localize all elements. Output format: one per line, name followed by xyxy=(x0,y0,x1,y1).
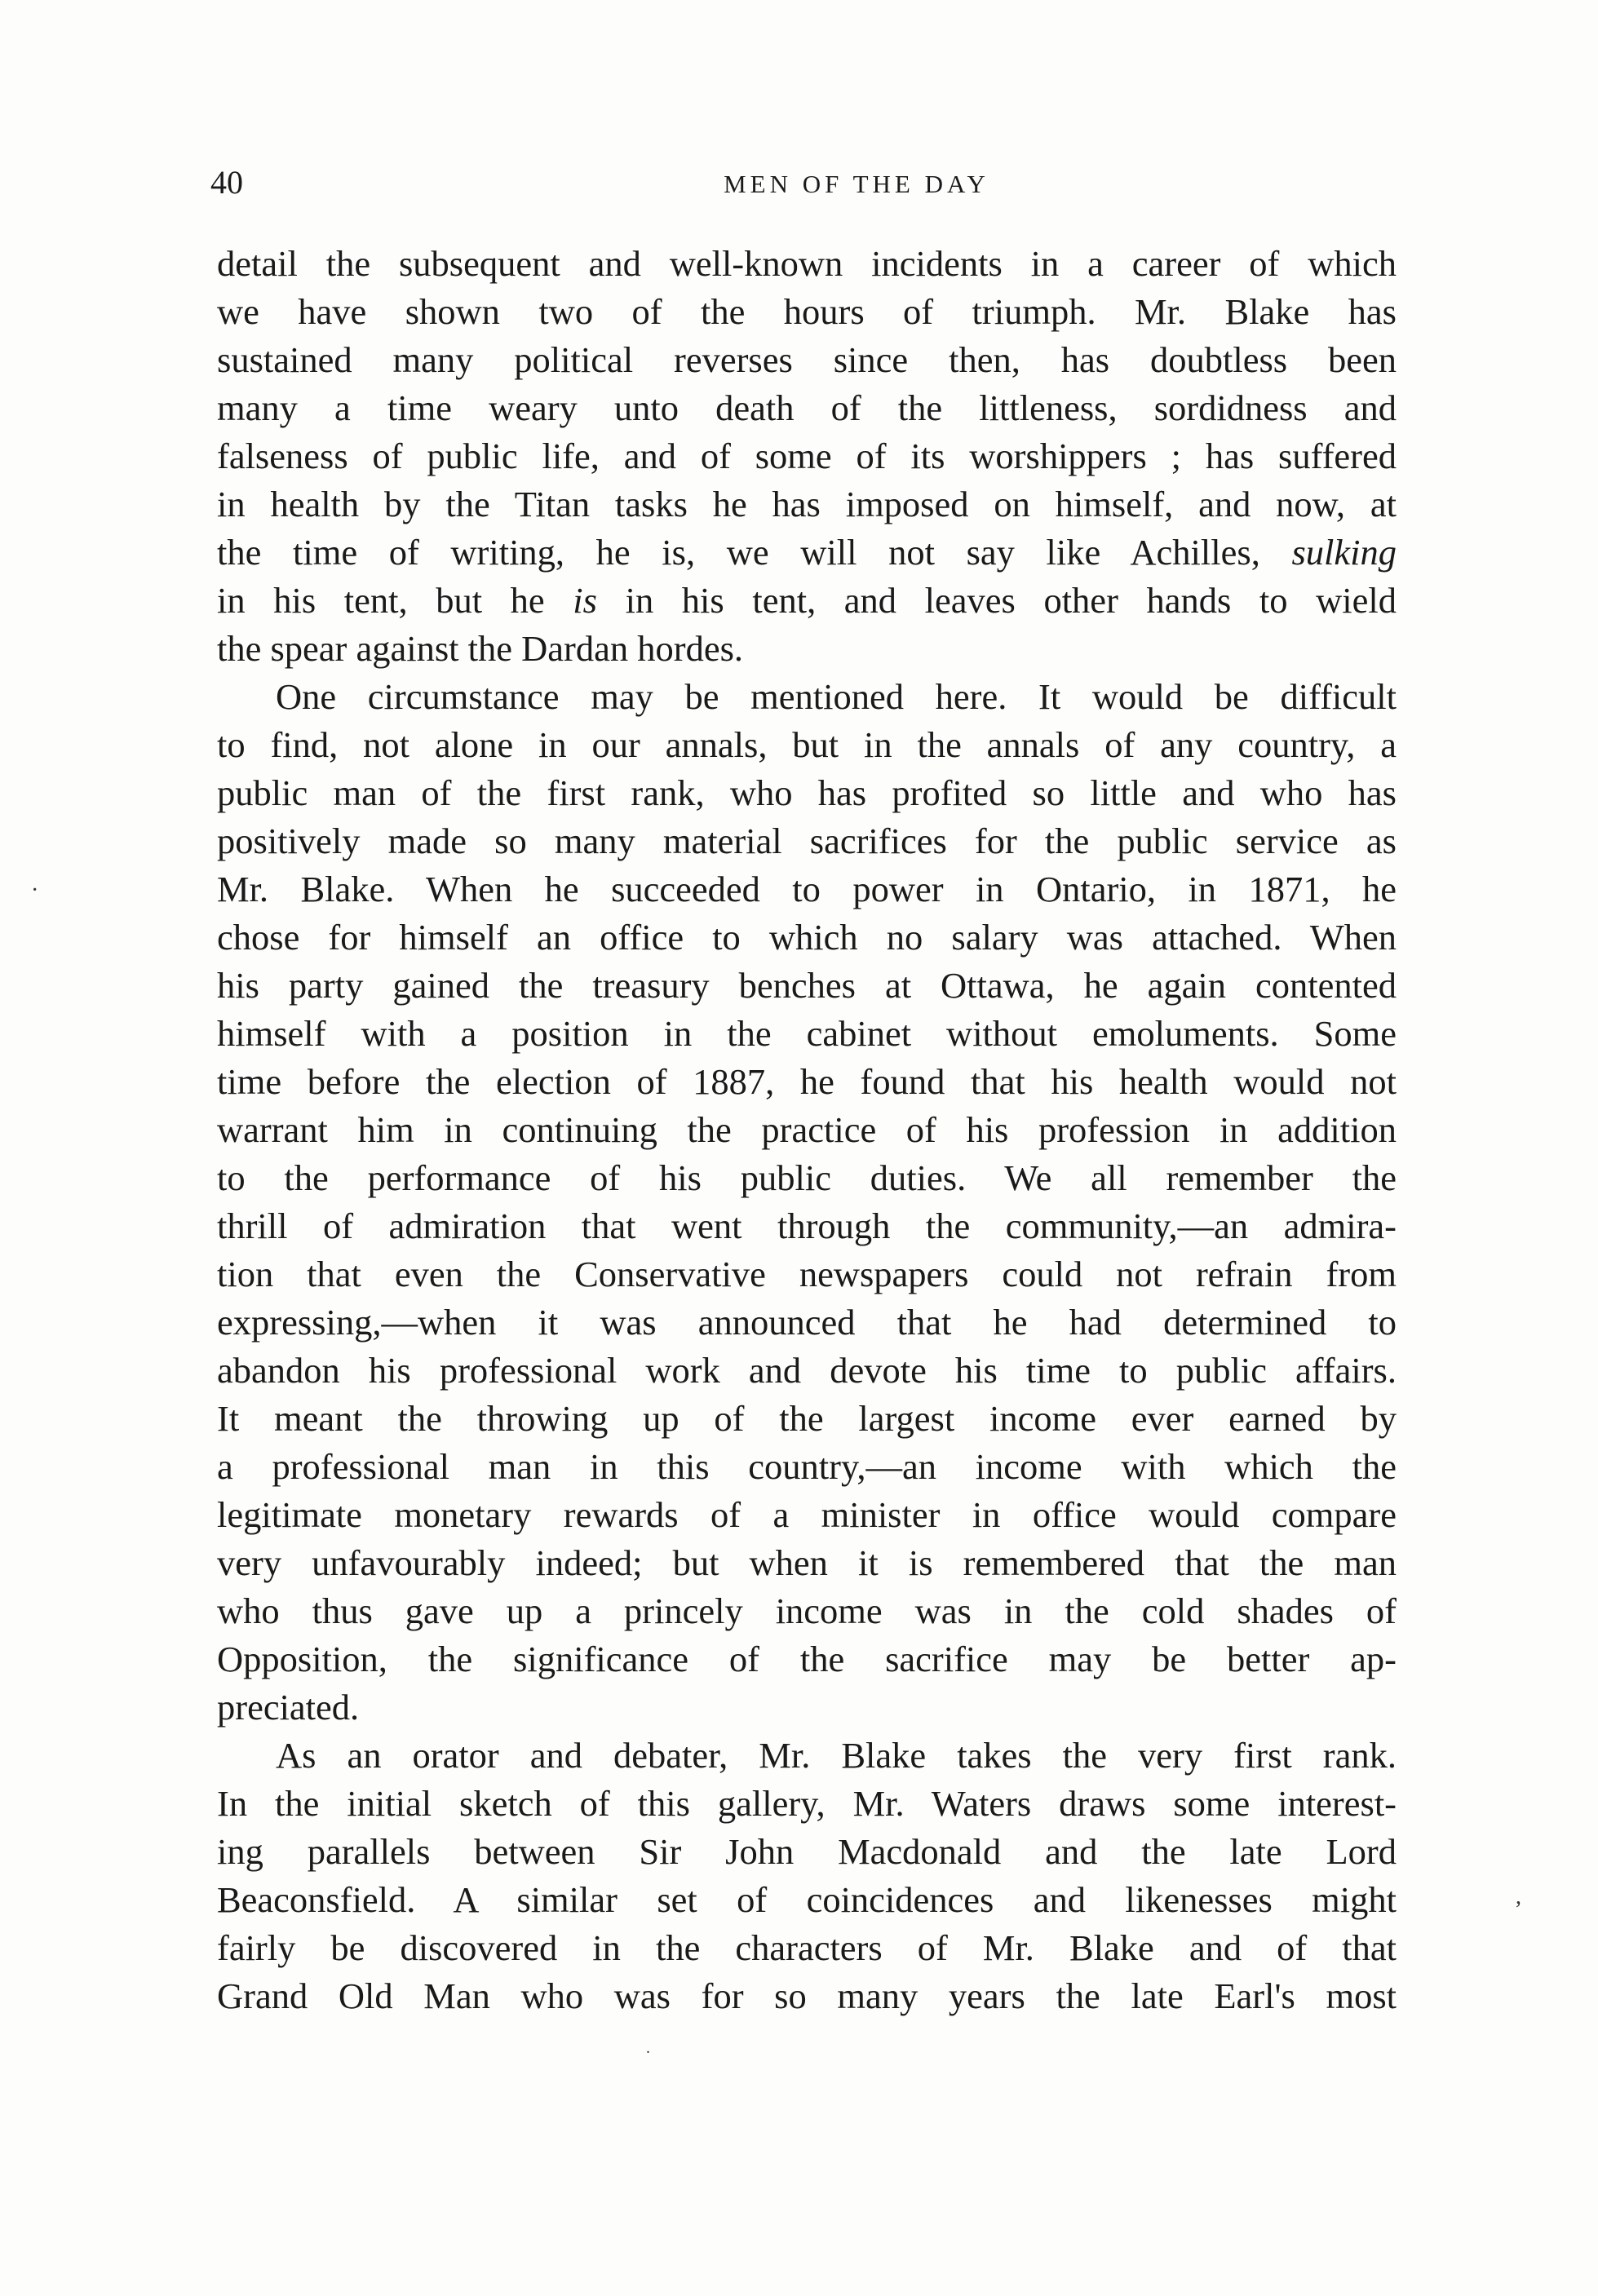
margin-speck: · xyxy=(31,878,39,903)
text-line: Beaconsfield. A similar set of coincidences and likenesses might xyxy=(217,1879,1397,1920)
text-line: public man of the first rank, who has profited so little and who has xyxy=(217,772,1397,813)
text-line: As an orator and debater, Mr. Blake takes the very first rank. xyxy=(276,1735,1397,1776)
text-line: detail the subsequent and well-known incidents in a career of which xyxy=(217,243,1397,284)
text-line: chose for himself an office to which no salary was attached. When xyxy=(217,917,1397,958)
text-line: to the performance of his public duties. We all remember the xyxy=(217,1157,1397,1198)
text-fragment: in his tent, and leaves other hands to wield xyxy=(596,580,1397,621)
text-line: fairly be discovered in the characters of Mr. Blake and of that xyxy=(217,1927,1397,1968)
text-line: legitimate monetary rewards of a minister in office would compare xyxy=(217,1494,1397,1535)
text-line: himself with a position in the cabinet without emoluments. Some xyxy=(217,1013,1397,1054)
text-line: thrill of admiration that went through the community,—an admira- xyxy=(217,1206,1397,1246)
text-line: It meant the throwing up of the largest income ever earned by xyxy=(217,1398,1397,1439)
text-line: One circumstance may be mentioned here. It would be difficult xyxy=(276,676,1397,717)
text-line: positively made so many material sacrifices for the public service as xyxy=(217,821,1397,861)
text-line: his party gained the treasury benches at Ottawa, he again contented xyxy=(217,965,1397,1006)
text-line: many a time weary unto death of the littleness, sordidness and xyxy=(217,387,1397,428)
text-fragment: the time of writing, he is, we will not say like Achilles, xyxy=(217,532,1292,573)
body-text xyxy=(217,240,1397,2020)
text-line: warrant him in continuing the practice of his profession in addition xyxy=(217,1109,1397,1150)
text-line: who thus gave up a princely income was in the cold shades of xyxy=(217,1590,1397,1631)
text-line: abandon his professional work and devote his time to public affairs. xyxy=(217,1350,1397,1391)
text-line: Opposition, the significance of the sacrifice may be better ap- xyxy=(217,1639,1397,1679)
text-line: to find, not alone in our annals, but in the annals of any country, a xyxy=(217,724,1397,765)
paragraph-1 xyxy=(217,240,1397,673)
text-line: falseness of public life, and of some of its worshippers ; has suffered xyxy=(217,436,1397,476)
text-line: the spear against the Dardan hordes. xyxy=(217,628,744,669)
text-line: ing parallels between Sir John Macdonald and the late Lord xyxy=(217,1831,1397,1872)
text-line: expressing,—when it was announced that he had determined to xyxy=(217,1302,1397,1343)
paragraph-2 xyxy=(217,673,1397,1732)
text-line-with-italic xyxy=(217,529,1397,577)
text-line: Grand Old Man who was for so many years the late Earl's most xyxy=(217,1975,1397,2016)
text-line: sustained many political reverses since then, has doubtless been xyxy=(217,339,1397,380)
text-line: time before the election of 1887, he found that his health would not xyxy=(217,1061,1397,1102)
running-head: MEN OF THE DAY xyxy=(724,170,989,198)
text-line: very unfavourably indeed; but when it is remembered that the man xyxy=(217,1542,1397,1583)
text-line: a professional man in this country,—an income with which the xyxy=(217,1446,1397,1487)
margin-speck: , xyxy=(1516,1884,1521,1909)
text-line: In the initial sketch of this gallery, Mr. Waters draws some interest- xyxy=(217,1783,1397,1824)
page-number: 40 xyxy=(210,164,243,201)
text-line: preciated. xyxy=(217,1687,360,1728)
text-line-with-italic xyxy=(217,577,1397,625)
text-line: Mr. Blake. When he succeeded to power in Ontario, in 1871, he xyxy=(217,869,1397,909)
margin-speck: . xyxy=(646,2039,650,2057)
text-line: we have shown two of the hours of triumph. Mr. Blake has xyxy=(217,291,1397,332)
text-fragment: in his tent, but he xyxy=(217,580,573,621)
text-line: tion that even the Conservative newspapers could not refrain from xyxy=(217,1254,1397,1294)
paragraph-3 xyxy=(217,1732,1397,2020)
text-line: in health by the Titan tasks he has imposed on himself, and now, at xyxy=(217,484,1397,524)
italic-word: is xyxy=(573,580,597,621)
italic-word: sulking xyxy=(1291,532,1397,573)
